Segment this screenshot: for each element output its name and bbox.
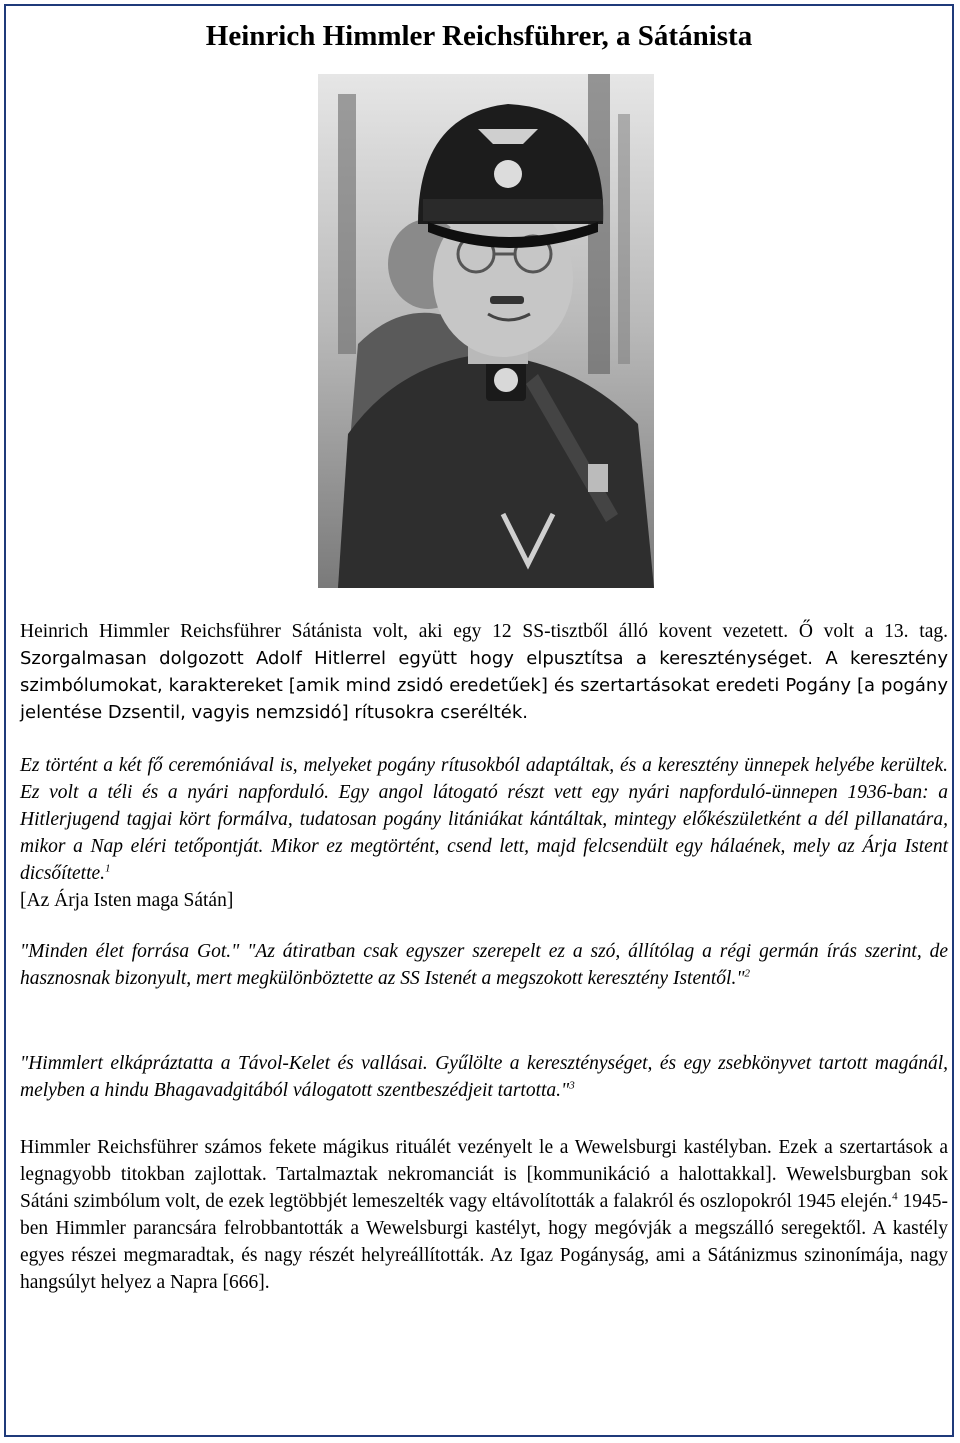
footnote-ref-4: 4 <box>892 1190 898 1203</box>
paragraph-wewelsburg-part-2: 1945-ben Himmler parancsára felrobbantották a Wewelsburgi kastélyt, hogy megóvják a megszálló seregektől. A kastély egyes részei megmaradtak, és nagy részét helyreállították. Az Igaz Pogányság, ami a Sátánizmus szinonímája, nagy hangsúlyt helyez a Napra [666]. <box>20 1191 949 1293</box>
footnote-ref-3: 3 <box>569 1079 575 1092</box>
paragraph-ceremonies-text: Ez történt a két fő ceremóniával is, melyeket pogány rítusokból adaptáltak, és a keresztény ünnepek helyébe kerültek. Ez volt a téli és a nyári napforduló. Egy angol látogató részt vett egy nyári napforduló-ünnepen 1936-ban: a Hitlerjugend tagjai kört formálva, tudatosan pogány litániákat kántáltak, mintegy előkészületként a dél pillanatára, mikor a Nap eléri tetőpontját. Mikor ez megtörtént, csend lett, majd felcsendült egy hálaének, mely az Árja Istent dicsőítette. <box>20 755 948 884</box>
portrait-illustration <box>318 74 654 588</box>
portrait-photo-icon <box>318 74 654 588</box>
footnote-ref-2: 2 <box>744 967 751 980</box>
paragraph-wewelsburg-part-1: Himmler Reichsführer számos fekete mágikus rituálét vezényelt le a Wewelsburgi kastélyban. Ezek a szertartások a legnagyobb titokban zajlottak. Tartalmaztak nekromanciát is [kommunikáció a halottakkal]. Wewelsburgban sok Sátáni szimbólum volt, de ezek legtöbbjét lemeszelték vagy eltávolították a falakról és oszlopokról 1945 elején. <box>20 1137 948 1212</box>
paragraph-got-quote <box>20 938 948 992</box>
footnote-ref-1: 1 <box>105 862 111 875</box>
paragraph-far-east-quote-text: "Himmlert elkápráztatta a Távol-Kelet és vallásai. Gyűlölte a kereszténységet, és egy zsebkönyvet tartott magánál, melyben a hindu Bhagavadgitából válogatott szentbeszédjeit tartotta." <box>20 1053 948 1101</box>
paragraph-got-quote-text: "Minden élet forrása Got." "Az átiratban csak egyszer szerepelt ez a szó, állítólag a régi germán írás szerint, de hasznosnak bizonyult, mert megkülönböztette az SS Istenét a megszokott keresztény Istentől." <box>20 941 948 989</box>
paragraph-intro-part-1: Heinrich Himmler Reichsführer Sátánista volt, aki egy 12 SS-tisztből álló kovent vezetett. Ő volt a 13. tag. <box>20 621 948 642</box>
paragraph-far-east-quote <box>20 1050 948 1104</box>
page-title: Heinrich Himmler Reichsführer, a Sátánista <box>205 20 753 52</box>
paragraph-ceremonies-note: [Az Árja Isten maga Sátán] <box>20 890 234 911</box>
paragraph-wewelsburg <box>20 1134 948 1296</box>
paragraph-intro-part-2: Szorgalmasan dolgozott Adolf Hitlerrel együtt hogy elpusztítsa a kereszténységet. A keresztény szimbólumokat, karaktereket [amik mind zsidó eredetűek] és szertartásokat eredeti Pogány [a pogány jelentése Dzsentil, vagyis nemzsidó] rítusokra cserélték. <box>20 648 948 723</box>
page-frame <box>4 4 954 1437</box>
paragraph-ceremonies <box>20 752 948 914</box>
paragraph-intro <box>20 618 948 726</box>
